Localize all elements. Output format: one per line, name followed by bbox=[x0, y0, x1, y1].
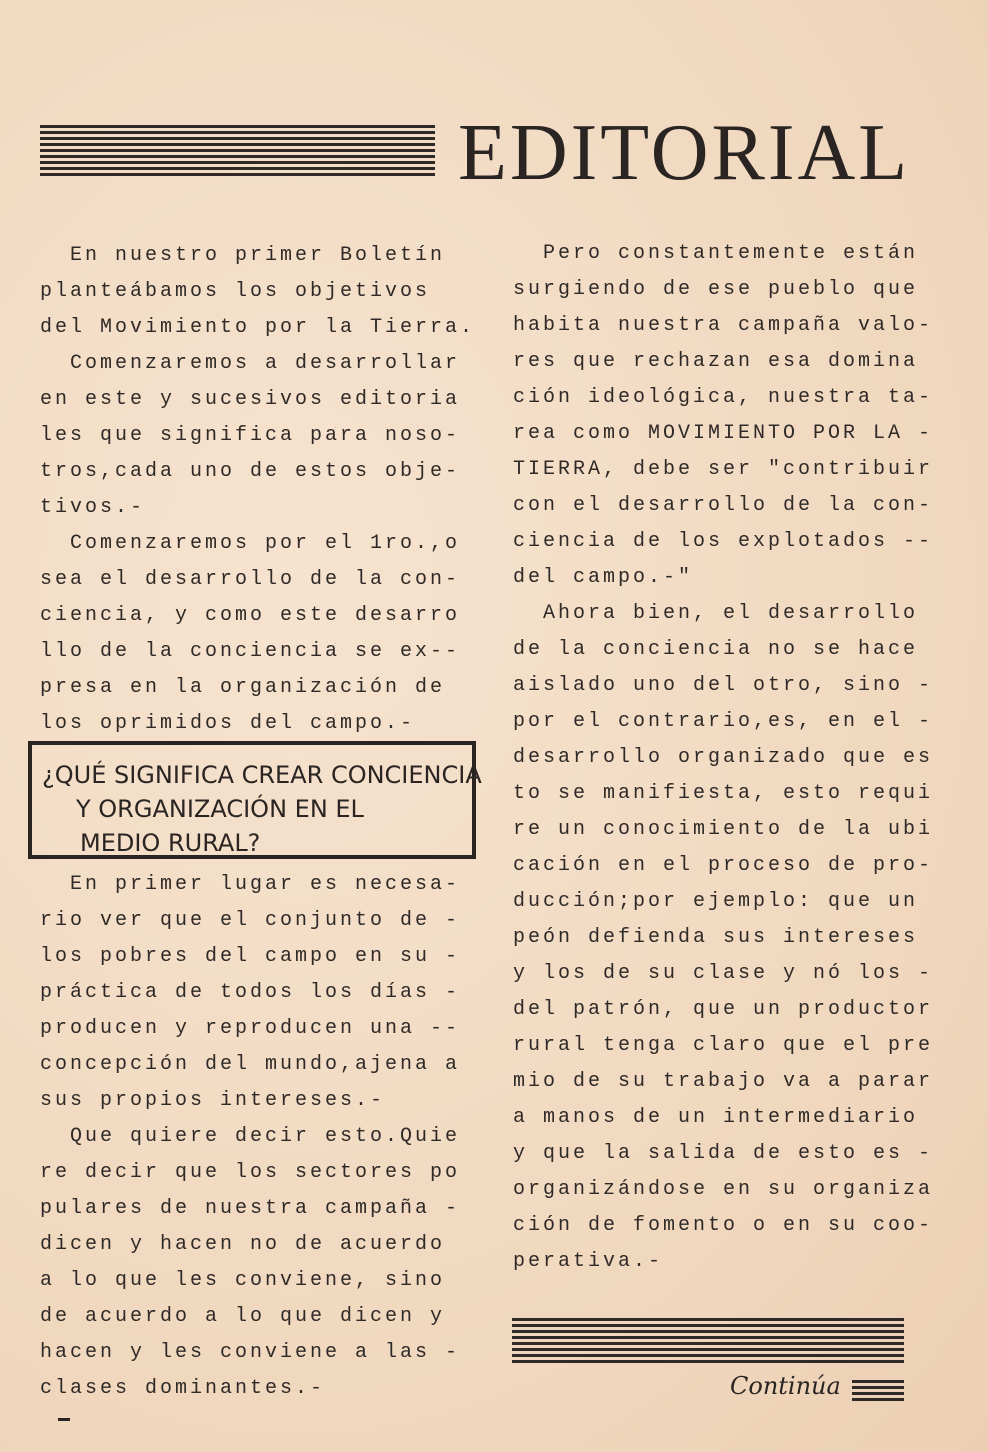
handwritten-heading-box bbox=[28, 741, 482, 859]
right-column bbox=[513, 236, 933, 1280]
text-line: ciencia, y como este desarro bbox=[40, 604, 461, 627]
continues-rules bbox=[852, 1380, 904, 1404]
left-column bbox=[40, 238, 480, 742]
text-line: a manos de un intermediario bbox=[513, 1106, 919, 1129]
text-line: por el contrario,es, en el - bbox=[513, 710, 934, 733]
text-line: sea el desarrollo de la con- bbox=[40, 568, 461, 591]
text-line: desarrollo organizado que es bbox=[513, 746, 934, 769]
footer-rules bbox=[512, 1318, 904, 1366]
text-line: rio ver que el conjunto de - bbox=[40, 909, 461, 932]
text-line: rea como MOVIMIENTO POR LA - bbox=[513, 422, 934, 445]
text-line: En nuestro primer Boletín bbox=[40, 244, 446, 267]
text-line: Comenzaremos por el 1ro.,o bbox=[40, 532, 461, 555]
continues-signature: Continúa bbox=[730, 1372, 841, 1400]
heading-line: Y ORGANIZACIÓN EN EL bbox=[76, 795, 364, 823]
text-line: ciencia de los explotados -- bbox=[513, 530, 934, 553]
text-line: cación en el proceso de pro- bbox=[513, 854, 934, 877]
page-mark bbox=[58, 1418, 70, 1421]
text-line: Que quiere decir esto.Quie bbox=[40, 1125, 461, 1148]
text-line: ción de fomento o en su coo- bbox=[513, 1214, 934, 1237]
text-line: aislado uno del otro, sino - bbox=[513, 674, 934, 697]
text-line: perativa.- bbox=[513, 1250, 664, 1273]
text-line: hacen y les conviene a las - bbox=[40, 1341, 461, 1364]
text-line: habita nuestra campaña valo- bbox=[513, 314, 934, 337]
text-line: En primer lugar es necesa- bbox=[40, 873, 461, 896]
text-line: Ahora bien, el desarrollo bbox=[513, 602, 919, 625]
text-line: clases dominantes.- bbox=[40, 1377, 326, 1400]
header-rules bbox=[40, 125, 435, 179]
text-line: llo de la conciencia se ex-- bbox=[40, 640, 461, 663]
page-title: EDITORIAL bbox=[458, 109, 911, 197]
text-line: presa en la organización de bbox=[40, 676, 446, 699]
text-line: tros,cada uno de estos obje- bbox=[40, 460, 461, 483]
text-line: sus propios intereses.- bbox=[40, 1089, 386, 1112]
text-line: pulares de nuestra campaña - bbox=[40, 1197, 461, 1220]
text-line: en este y sucesivos editoria bbox=[40, 388, 461, 411]
text-line: con el desarrollo de la con- bbox=[513, 494, 934, 517]
heading-line: MEDIO RURAL? bbox=[80, 829, 261, 857]
heading-line: ¿QUÉ SIGNIFICA CREAR CONCIENCIA bbox=[42, 761, 482, 789]
text-line: res que rechazan esa domina bbox=[513, 350, 919, 373]
text-line: del Movimiento por la Tierra. bbox=[40, 316, 476, 339]
text-line: peón defienda sus intereses bbox=[513, 926, 919, 949]
text-line: ducción;por ejemplo: que un bbox=[513, 890, 919, 913]
text-line: surgiendo de ese pueblo que bbox=[513, 278, 919, 301]
text-line: y que la salida de esto es - bbox=[513, 1142, 934, 1165]
text-line: to se manifiesta, esto requi bbox=[513, 782, 934, 805]
left-column-continued bbox=[40, 867, 480, 1407]
text-line: del campo.-" bbox=[513, 566, 694, 589]
text-line: y los de su clase y nó los - bbox=[513, 962, 934, 985]
text-line: rural tenga claro que el pre bbox=[513, 1034, 934, 1057]
text-line: organizándose en su organiza bbox=[513, 1178, 934, 1201]
text-line: mio de su trabajo va a parar bbox=[513, 1070, 934, 1093]
text-line: dicen y hacen no de acuerdo bbox=[40, 1233, 446, 1256]
text-line: Pero constantemente están bbox=[513, 242, 919, 265]
text-line: TIERRA, debe ser "contribuir bbox=[513, 458, 934, 481]
text-line: de la conciencia no se hace bbox=[513, 638, 919, 661]
text-line: producen y reproducen una -- bbox=[40, 1017, 461, 1040]
text-line: re decir que los sectores po bbox=[40, 1161, 461, 1184]
text-line: práctica de todos los días - bbox=[40, 981, 461, 1004]
text-line: re un conocimiento de la ubi bbox=[513, 818, 934, 841]
text-line: les que significa para noso- bbox=[40, 424, 461, 447]
text-line: concepción del mundo,ajena a bbox=[40, 1053, 461, 1076]
text-line: los oprimidos del campo.- bbox=[40, 712, 416, 735]
text-line: del patrón, que un productor bbox=[513, 998, 934, 1021]
text-line: planteábamos los objetivos bbox=[40, 280, 431, 303]
text-line: Comenzaremos a desarrollar bbox=[40, 352, 461, 375]
text-line: los pobres del campo en su - bbox=[40, 945, 461, 968]
text-line: ción ideológica, nuestra ta- bbox=[513, 386, 934, 409]
text-line: de acuerdo a lo que dicen y bbox=[40, 1305, 446, 1328]
text-line: a lo que les conviene, sino bbox=[40, 1269, 446, 1292]
text-line: tivos.- bbox=[40, 496, 146, 519]
